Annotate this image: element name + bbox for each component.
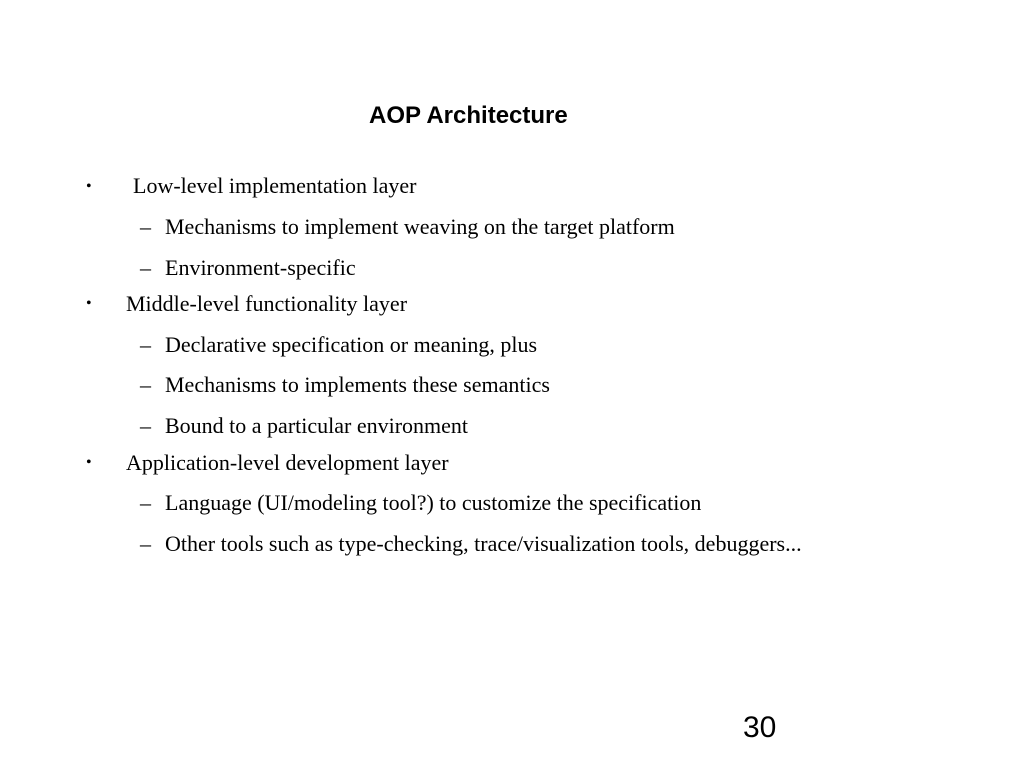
section-1-label: Low-level implementation layer bbox=[133, 173, 417, 198]
section-2-item-1: Declarative specification or meaning, plus bbox=[165, 332, 538, 357]
page-number: 30 bbox=[743, 711, 777, 744]
bullet-marker: • bbox=[86, 178, 92, 195]
dash-marker: – bbox=[140, 214, 151, 239]
section-2-item-2: Mechanisms to implements these semantics bbox=[165, 372, 550, 397]
bullet-marker: • bbox=[86, 295, 92, 312]
dash-marker: – bbox=[140, 531, 151, 556]
section-1-item-2: Environment-specific bbox=[165, 255, 356, 280]
section-2-item-3: Bound to a particular environment bbox=[165, 413, 469, 438]
dash-marker: – bbox=[140, 490, 151, 515]
slide-title: AOP Architecture bbox=[369, 102, 568, 129]
bullet-marker: • bbox=[86, 454, 92, 471]
dash-marker: – bbox=[140, 413, 151, 438]
section-2-label: Middle-level functionality layer bbox=[126, 291, 408, 316]
dash-marker: – bbox=[140, 332, 151, 357]
dash-marker: – bbox=[140, 255, 151, 280]
section-3-item-1: Language (UI/modeling tool?) to customize the specification bbox=[165, 490, 702, 515]
section-3-item-2: Other tools such as type-checking, trace/visualization tools, debuggers... bbox=[165, 531, 802, 556]
section-1-item-1: Mechanisms to implement weaving on the target platform bbox=[165, 214, 675, 239]
section-3-label: Application-level development layer bbox=[126, 450, 449, 475]
dash-marker: – bbox=[140, 372, 151, 397]
